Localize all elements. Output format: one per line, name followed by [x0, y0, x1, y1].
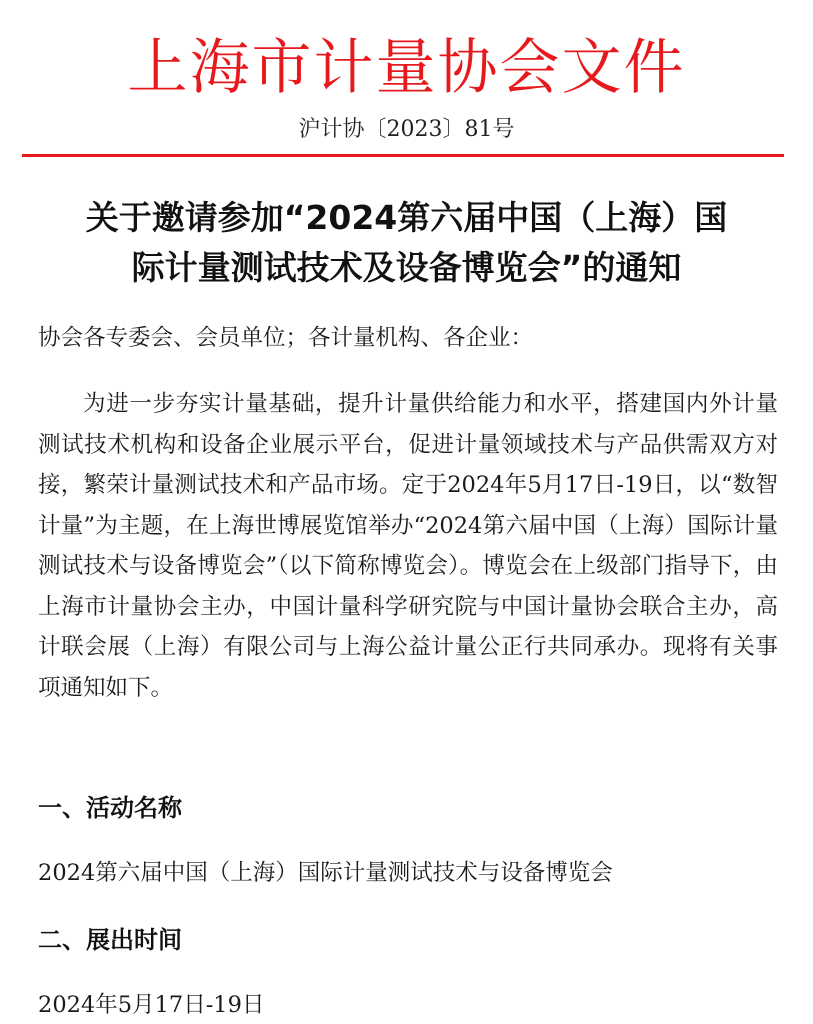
notice-title [20, 193, 793, 293]
intro-paragraph: 为进一步夯实计量基础，提升计量供给能力和水平，搭建国内外计量测试技术机构和设备企业展示平台，促进计量领域技术与产品供需双方对接，繁荣计量测试技术和产品市场。定于2024年5月17日-19日，以“数智计量”为主题，在上海世博展览馆举办“2024第六届中国（上海）国际计量测试技术与设备博览会”（以下简称博览会）。博览会在上级部门指导下，由上海市计量协会主办，中国计量科学研究院与中国计量协会联合主办，高计联会展（上海）有限公司与上海公益计量公正行共同承办。现将有关事项通知如下。 [38, 391, 778, 701]
addressee-line: 协会各专委会、会员单位；各计量机构、各企业： [38, 325, 534, 351]
notice-title-line-1: 关于邀请参加“2024第六届中国（上海）国 [85, 198, 728, 237]
notice-title-line-2: 际计量测试技术及设备博览会”的通知 [131, 248, 682, 287]
red-divider-line [22, 154, 784, 157]
section-heading-exhibition-time: 二、展出时间 [38, 926, 182, 954]
section-content-event-name: 2024第六届中国（上海）国际计量测试技术与设备博览会 [38, 860, 613, 886]
section-heading-event-name: 一、活动名称 [38, 794, 182, 822]
org-document-title: 上海市计量协会文件 [127, 33, 686, 103]
section-content-exhibition-time: 2024年5月17日-19日 [38, 992, 265, 1018]
document-number: 沪计协〔2023〕81号 [298, 117, 515, 142]
